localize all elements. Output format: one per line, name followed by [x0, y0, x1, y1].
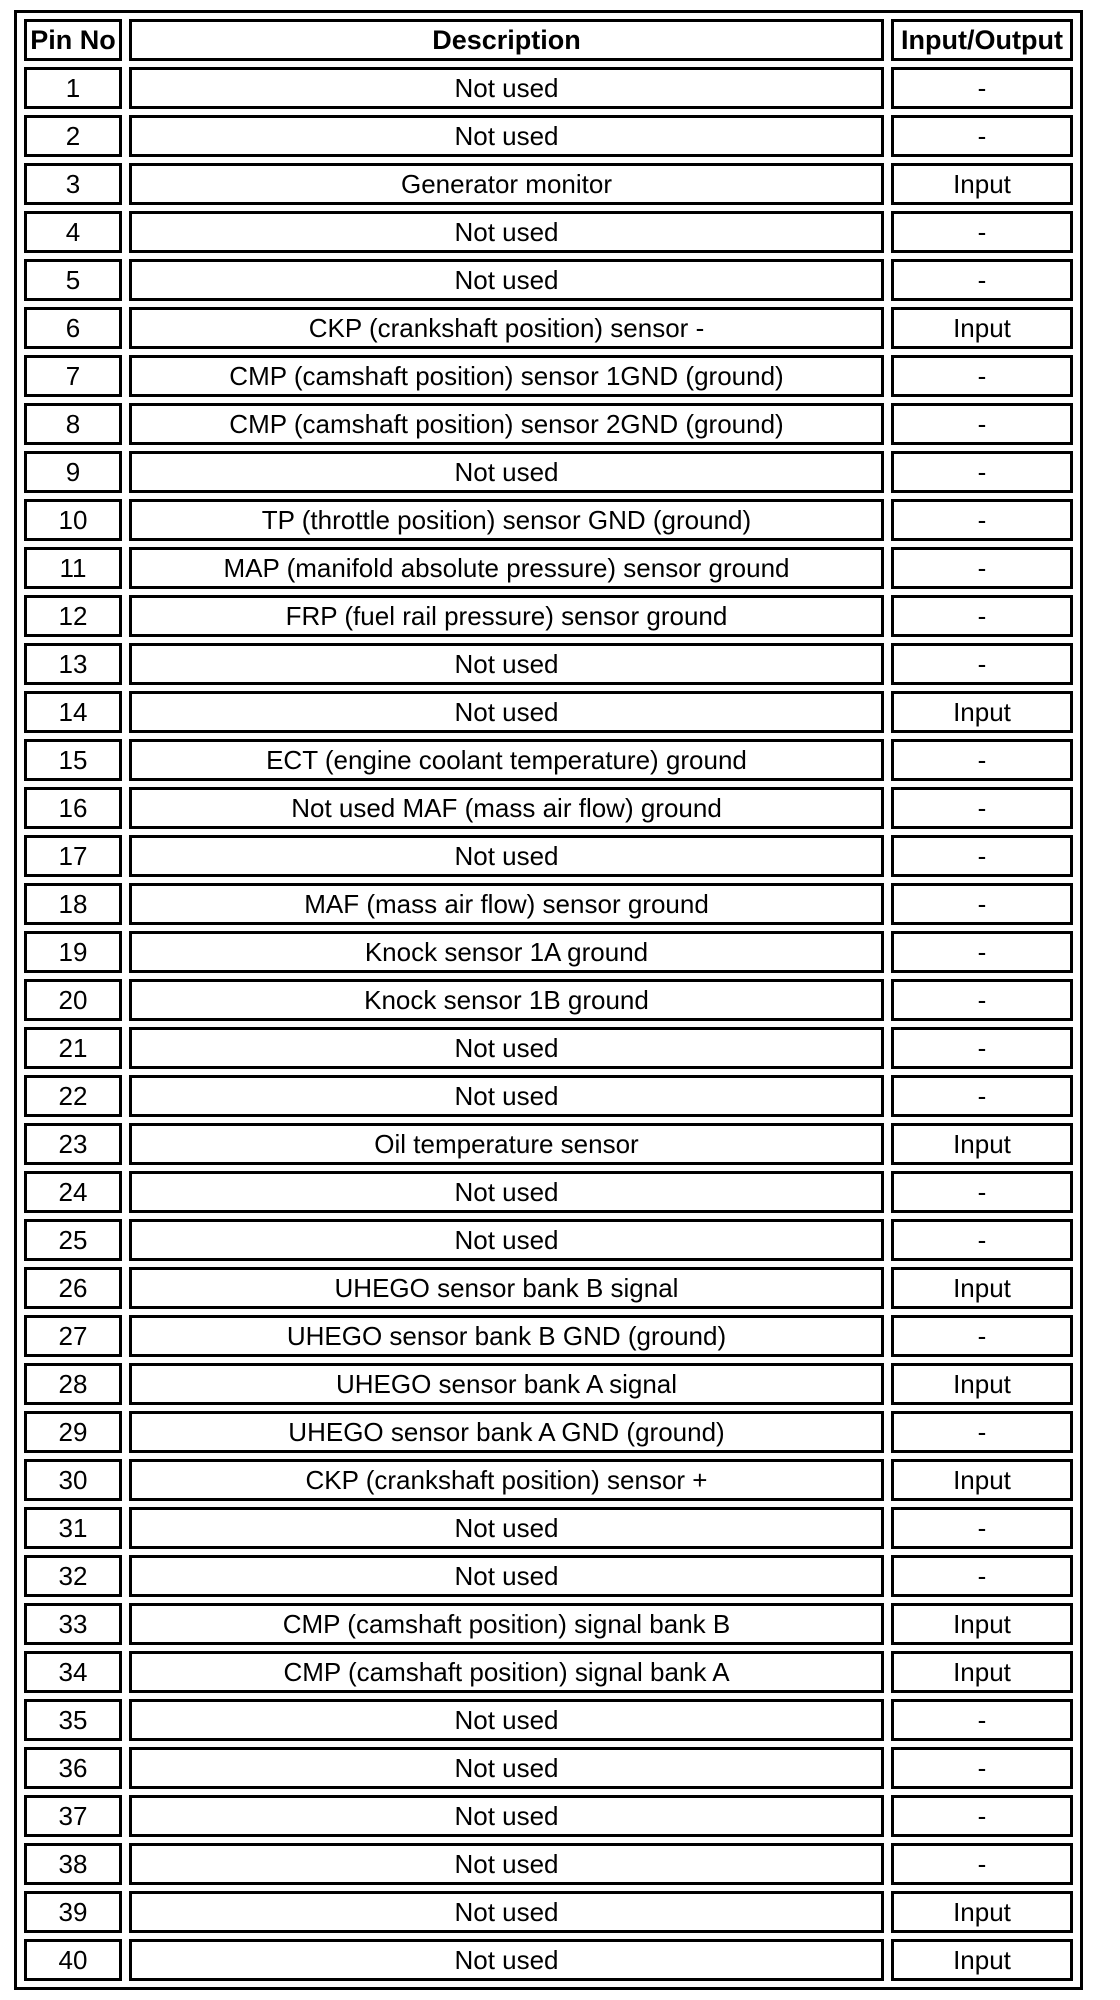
description-cell: Not used	[129, 1843, 884, 1885]
pin-number-cell: 1	[24, 67, 122, 109]
pin-number-cell: 2	[24, 115, 122, 157]
pin-number-cell: 40	[24, 1939, 122, 1981]
pin-table	[14, 10, 1083, 1990]
pin-number-cell: 25	[24, 1219, 122, 1261]
pin-number-cell: 5	[24, 259, 122, 301]
input-output-cell: -	[891, 1075, 1073, 1117]
pin-number-cell: 10	[24, 499, 122, 541]
table-body	[24, 67, 1073, 1981]
input-output-cell: -	[891, 451, 1073, 493]
input-output-cell: Input	[891, 163, 1073, 205]
description-cell: Not used	[129, 115, 884, 157]
pin-number-cell: 16	[24, 787, 122, 829]
input-output-cell: Input	[891, 1603, 1073, 1645]
input-output-cell: -	[891, 499, 1073, 541]
input-output-cell: -	[891, 787, 1073, 829]
pin-number-cell: 27	[24, 1315, 122, 1357]
pin-number-cell: 18	[24, 883, 122, 925]
pin-number-cell: 30	[24, 1459, 122, 1501]
table-row	[24, 259, 1073, 301]
input-output-cell: -	[891, 883, 1073, 925]
input-output-cell: Input	[891, 307, 1073, 349]
table-row	[24, 451, 1073, 493]
table-row	[24, 1459, 1073, 1501]
header-input-output: Input/Output	[891, 19, 1073, 61]
table-row	[24, 787, 1073, 829]
input-output-cell: -	[891, 643, 1073, 685]
input-output-cell: Input	[891, 1939, 1073, 1981]
pin-number-cell: 9	[24, 451, 122, 493]
pin-number-cell: 35	[24, 1699, 122, 1741]
description-cell: CMP (camshaft position) sensor 2GND (ground)	[129, 403, 884, 445]
input-output-cell: -	[891, 1795, 1073, 1837]
pin-number-cell: 8	[24, 403, 122, 445]
table-row	[24, 1699, 1073, 1741]
description-cell: Not used	[129, 67, 884, 109]
description-cell: Generator monitor	[129, 163, 884, 205]
input-output-cell: -	[891, 1411, 1073, 1453]
pin-number-cell: 38	[24, 1843, 122, 1885]
table-row	[24, 1795, 1073, 1837]
input-output-cell: -	[891, 1315, 1073, 1357]
table-row	[24, 1123, 1073, 1165]
description-cell: Knock sensor 1A ground	[129, 931, 884, 973]
table-row	[24, 499, 1073, 541]
header-description: Description	[129, 19, 884, 61]
description-cell: Not used	[129, 259, 884, 301]
table-row	[24, 643, 1073, 685]
table-row	[24, 211, 1073, 253]
input-output-cell: Input	[891, 1123, 1073, 1165]
description-cell: Not used	[129, 1075, 884, 1117]
table-row	[24, 691, 1073, 733]
table-row	[24, 1027, 1073, 1069]
table-row	[24, 1939, 1073, 1981]
description-cell: Not used	[129, 1027, 884, 1069]
input-output-cell: -	[891, 835, 1073, 877]
pin-number-cell: 39	[24, 1891, 122, 1933]
pin-number-cell: 13	[24, 643, 122, 685]
pin-number-cell: 37	[24, 1795, 122, 1837]
description-cell: UHEGO sensor bank B GND (ground)	[129, 1315, 884, 1357]
table-row	[24, 1891, 1073, 1933]
input-output-cell: -	[891, 1699, 1073, 1741]
table-row	[24, 403, 1073, 445]
description-cell: Oil temperature sensor	[129, 1123, 884, 1165]
input-output-cell: Input	[891, 1267, 1073, 1309]
input-output-cell: Input	[891, 1651, 1073, 1693]
pin-number-cell: 14	[24, 691, 122, 733]
table-row	[24, 307, 1073, 349]
input-output-cell: -	[891, 1027, 1073, 1069]
description-cell: Not used	[129, 1939, 884, 1981]
table-row	[24, 1171, 1073, 1213]
description-cell: Not used	[129, 1171, 884, 1213]
pin-number-cell: 19	[24, 931, 122, 973]
table-row	[24, 163, 1073, 205]
input-output-cell: -	[891, 259, 1073, 301]
description-cell: Not used	[129, 211, 884, 253]
table-row	[24, 1267, 1073, 1309]
input-output-cell: -	[891, 403, 1073, 445]
input-output-cell: -	[891, 1555, 1073, 1597]
pin-number-cell: 34	[24, 1651, 122, 1693]
table-row	[24, 1219, 1073, 1261]
description-cell: Not used	[129, 643, 884, 685]
description-cell: Not used	[129, 1219, 884, 1261]
pin-number-cell: 29	[24, 1411, 122, 1453]
description-cell: CKP (crankshaft position) sensor -	[129, 307, 884, 349]
table-row	[24, 1651, 1073, 1693]
table-row	[24, 739, 1073, 781]
table-row	[24, 1411, 1073, 1453]
description-cell: UHEGO sensor bank A signal	[129, 1363, 884, 1405]
description-cell: Not used	[129, 451, 884, 493]
description-cell: MAP (manifold absolute pressure) sensor ground	[129, 547, 884, 589]
input-output-cell: -	[891, 931, 1073, 973]
description-cell: Not used	[129, 1747, 884, 1789]
input-output-cell: -	[891, 1507, 1073, 1549]
input-output-cell: -	[891, 547, 1073, 589]
pin-number-cell: 4	[24, 211, 122, 253]
table-row	[24, 1555, 1073, 1597]
description-cell: UHEGO sensor bank A GND (ground)	[129, 1411, 884, 1453]
input-output-cell: -	[891, 739, 1073, 781]
input-output-cell: -	[891, 1747, 1073, 1789]
description-cell: CMP (camshaft position) sensor 1GND (ground)	[129, 355, 884, 397]
header-pin-no: Pin No	[24, 19, 122, 61]
table-row	[24, 115, 1073, 157]
pin-number-cell: 24	[24, 1171, 122, 1213]
pin-number-cell: 36	[24, 1747, 122, 1789]
pin-number-cell: 28	[24, 1363, 122, 1405]
description-cell: Not used	[129, 1891, 884, 1933]
table-row	[24, 979, 1073, 1021]
table-row	[24, 1363, 1073, 1405]
table-row	[24, 931, 1073, 973]
input-output-cell: -	[891, 67, 1073, 109]
description-cell: Knock sensor 1B ground	[129, 979, 884, 1021]
input-output-cell: Input	[891, 691, 1073, 733]
input-output-cell: -	[891, 595, 1073, 637]
table-row	[24, 1507, 1073, 1549]
description-cell: UHEGO sensor bank B signal	[129, 1267, 884, 1309]
description-cell: Not used	[129, 691, 884, 733]
table-row	[24, 1315, 1073, 1357]
table-row	[24, 1075, 1073, 1117]
description-cell: CKP (crankshaft position) sensor +	[129, 1459, 884, 1501]
input-output-cell: -	[891, 1843, 1073, 1885]
pin-number-cell: 11	[24, 547, 122, 589]
pin-number-cell: 3	[24, 163, 122, 205]
input-output-cell: Input	[891, 1363, 1073, 1405]
input-output-cell: Input	[891, 1459, 1073, 1501]
table-row	[24, 883, 1073, 925]
input-output-cell: Input	[891, 1891, 1073, 1933]
description-cell: FRP (fuel rail pressure) sensor ground	[129, 595, 884, 637]
input-output-cell: -	[891, 115, 1073, 157]
description-cell: Not used	[129, 1555, 884, 1597]
pin-number-cell: 20	[24, 979, 122, 1021]
pin-number-cell: 33	[24, 1603, 122, 1645]
table-row	[24, 595, 1073, 637]
pin-number-cell: 32	[24, 1555, 122, 1597]
pin-number-cell: 31	[24, 1507, 122, 1549]
input-output-cell: -	[891, 355, 1073, 397]
description-cell: Not used	[129, 1507, 884, 1549]
table-row	[24, 355, 1073, 397]
input-output-cell: -	[891, 1219, 1073, 1261]
table-row	[24, 547, 1073, 589]
pin-number-cell: 6	[24, 307, 122, 349]
description-cell: Not used	[129, 1795, 884, 1837]
table-row	[24, 1843, 1073, 1885]
description-cell: CMP (camshaft position) signal bank A	[129, 1651, 884, 1693]
pin-number-cell: 7	[24, 355, 122, 397]
description-cell: CMP (camshaft position) signal bank B	[129, 1603, 884, 1645]
pin-number-cell: 26	[24, 1267, 122, 1309]
pin-number-cell: 12	[24, 595, 122, 637]
description-cell: Not used MAF (mass air flow) ground	[129, 787, 884, 829]
description-cell: ECT (engine coolant temperature) ground	[129, 739, 884, 781]
table-row	[24, 1603, 1073, 1645]
pin-number-cell: 15	[24, 739, 122, 781]
pin-number-cell: 21	[24, 1027, 122, 1069]
description-cell: Not used	[129, 1699, 884, 1741]
pin-number-cell: 23	[24, 1123, 122, 1165]
description-cell: MAF (mass air flow) sensor ground	[129, 883, 884, 925]
header-row	[24, 19, 1073, 61]
input-output-cell: -	[891, 211, 1073, 253]
table-row	[24, 67, 1073, 109]
pin-number-cell: 17	[24, 835, 122, 877]
input-output-cell: -	[891, 1171, 1073, 1213]
table-row	[24, 1747, 1073, 1789]
pin-number-cell: 22	[24, 1075, 122, 1117]
input-output-cell: -	[891, 979, 1073, 1021]
description-cell: Not used	[129, 835, 884, 877]
description-cell: TP (throttle position) sensor GND (ground)	[129, 499, 884, 541]
table-row	[24, 835, 1073, 877]
